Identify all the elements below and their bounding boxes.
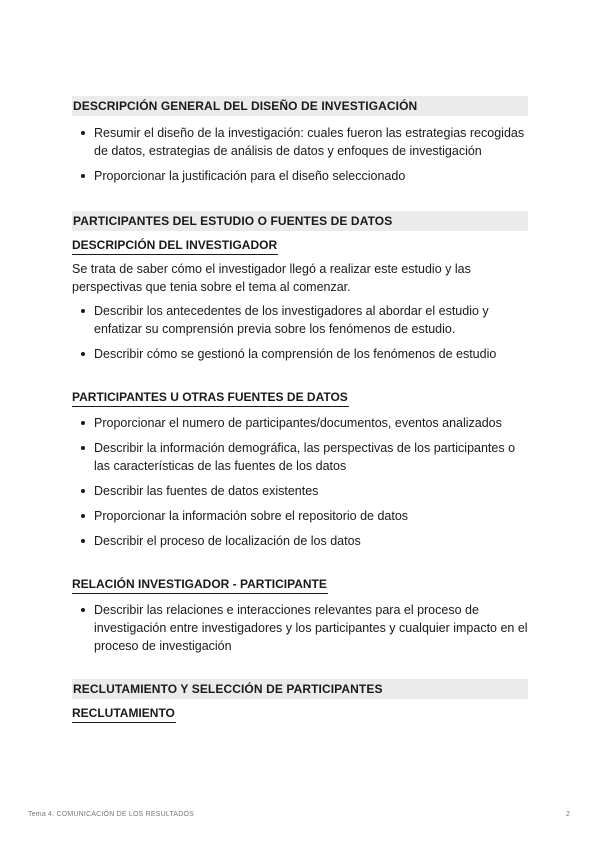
list-item: Describir cómo se gestionó la comprensión de los fenómenos de estudio xyxy=(72,345,528,363)
list-item: Describir el proceso de localización de los datos xyxy=(72,532,528,550)
researcher-description-paragraph: Se trata de saber cómo el investigador llegó a realizar este estudio y las perspectivas que tenia sobre el tema al comenzar. xyxy=(72,262,471,294)
list-item: Proporcionar la información sobre el repositorio de datos xyxy=(72,507,528,525)
list-item: Describir la información demográfica, las perspectivas de los participantes o las características de las fuentes de los datos xyxy=(72,439,528,475)
list-item: Describir las fuentes de datos existentes xyxy=(72,482,528,500)
researcher-description-list xyxy=(72,302,528,363)
list-item: Proporcionar el numero de participantes/documentos, eventos analizados xyxy=(72,414,528,432)
list-item: Resumir el diseño de la investigación: cuales fueron las estrategias recogidas de datos, estrategias de análisis de datos y enfoques de investigación xyxy=(72,124,528,160)
list-item: Describir las relaciones e interacciones relevantes para el proceso de investigación entre investigadores y los participantes y cualquier impacto en el proceso de investigación xyxy=(72,601,528,655)
data-sources-list xyxy=(72,414,528,550)
list-item: Describir los antecedentes de los investigadores al abordar el estudio y enfatizar su comprensión previa sobre los fenómenos de estudio. xyxy=(72,302,528,338)
subheading-relationship: RELACIÓN INVESTIGADOR - PARTICIPANTE xyxy=(72,575,328,594)
document-body xyxy=(72,96,528,723)
list-item: Proporcionar la justificación para el diseño seleccionado xyxy=(72,167,528,185)
footer-page-number: 2 xyxy=(566,811,570,818)
subheading-data-sources: PARTICIPANTES U OTRAS FUENTES DE DATOS xyxy=(72,388,349,407)
relationship-list xyxy=(72,601,528,655)
footer-course-title: Tema 4: COMUNICACIÓN DE LOS RESULTADOS xyxy=(28,811,195,818)
subheading-researcher-description: DESCRIPCIÓN DEL INVESTIGADOR xyxy=(72,236,278,255)
section-heading-design-overview: DESCRIPCIÓN GENERAL DEL DISEÑO DE INVESTIGACIÓN xyxy=(72,96,528,116)
subheading-recruitment: RECLUTAMIENTO xyxy=(72,704,176,723)
section-heading-recruitment: RECLUTAMIENTO Y SELECCIÓN DE PARTICIPANTES xyxy=(72,679,528,699)
design-overview-list xyxy=(72,124,528,185)
section-heading-participants: PARTICIPANTES DEL ESTUDIO O FUENTES DE DATOS xyxy=(72,211,528,231)
